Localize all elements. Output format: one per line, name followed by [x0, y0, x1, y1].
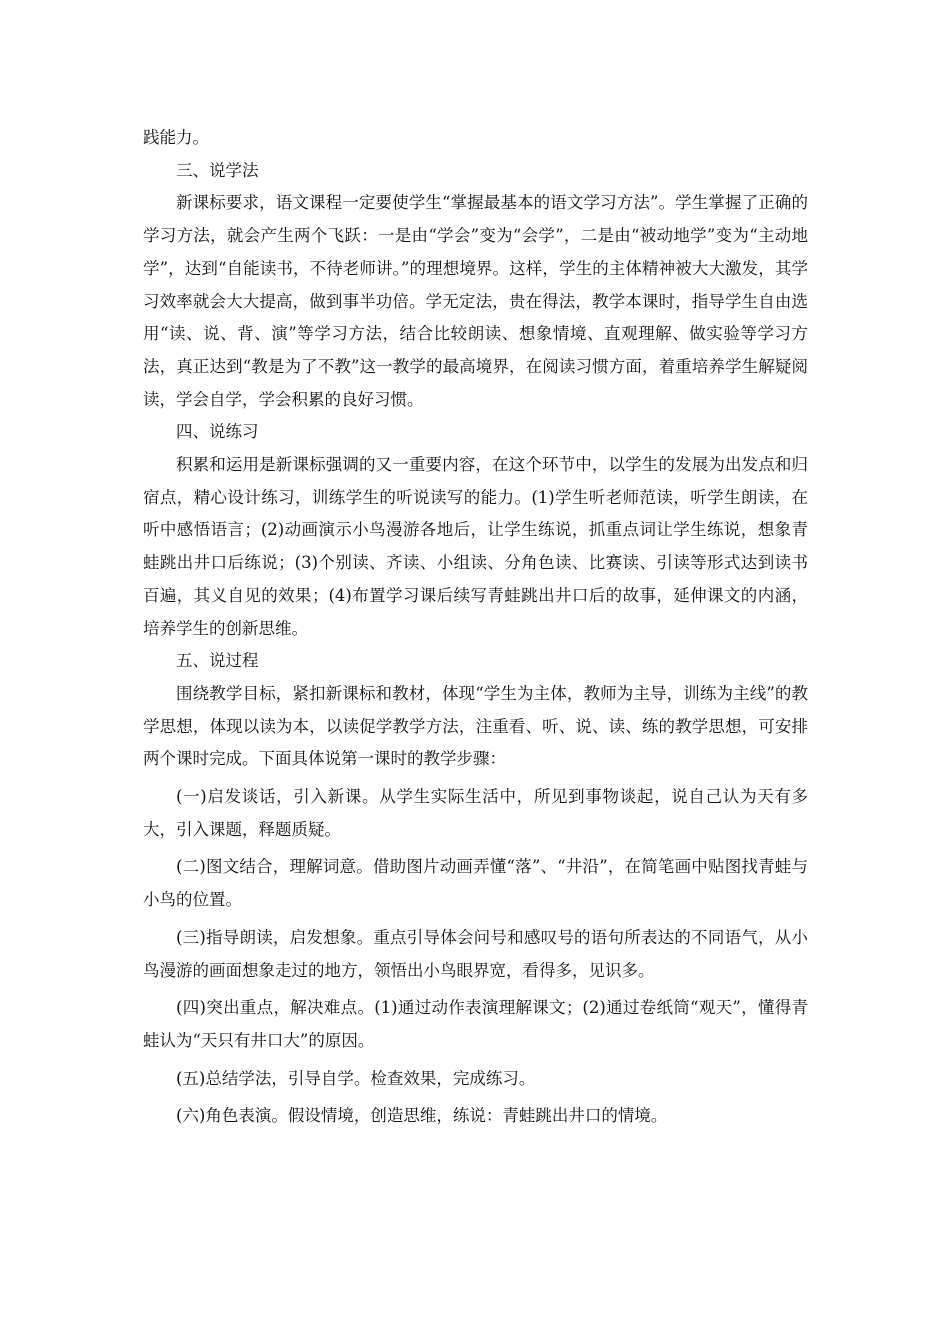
paragraph-continuation: 践能力。: [143, 128, 209, 147]
step-3: (三)指导朗读，启发想象。重点引导体会问号和感叹号的语句所表达的不同语气，从小鸟漫游的画面想象走过的地方，领悟出小鸟眼界宽，看得多，见识多。: [143, 927, 808, 980]
section-heading-learning-method: 三、说学法: [176, 160, 259, 180]
paragraph-process: 围绕教学目标，紧扣新课标和教材，体现“学生为主体，教师为主导，训练为主线”的教学思想，体现以读为本，以读促学教学方法，注重看、听、说、读、练的教学思想，可安排两个课时完成。下面具体说第一课时的教学步骤：: [143, 683, 808, 769]
paragraph-learning-method: 新课标要求，语文课程一定要使学生“掌握最基本的语文学习方法”。学生掌握了正确的学习方法，就会产生两个飞跃：一是由“学会”变为“会学”，二是由“被动地学”变为“主动地学”，达到“自能读书，不待老师讲。”的理想境界。这样，学生的主体精神被大大激发，其学习效率就会大大提高，做到事半功倍。学无定法，贵在得法，教学本课时，指导学生自由选用“读、说、背、演”等学习方法，结合比较朗读、想象情境、直观理解、做实验等学习方法，真正达到“教是为了不教”这一教学的最高境界，在阅读习惯方面，着重培养学生解疑阅读，学会自学，学会积累的良好习惯。: [143, 193, 808, 409]
step-5: (五)总结学法，引导自学。检查效果，完成练习。: [176, 1068, 536, 1088]
section-heading-process: 五、说过程: [176, 651, 259, 671]
step-1: (一)启发谈话，引入新课。从学生实际生活中，所见到事物谈起，说自己认为天有多大，引入课题，释题质疑。: [143, 787, 808, 839]
section-heading-practice: 四、说练习: [176, 422, 259, 442]
document-body: [143, 122, 808, 1133]
step-2: (二)图文结合，理解词意。借助图片动画弄懂“落”、“井沿”，在简笔画中贴图找青蛙与小鸟的位置。: [143, 857, 808, 910]
step-6: (六)角色表演。假设情境，创造思维，练说：青蛙跳出井口的情境。: [176, 1106, 668, 1126]
step-4: (四)突出重点，解决难点。(1)通过动作表演理解课文；(2)通过卷纸筒“观天”，懂得青蛙认为“天只有井口大”的原因。: [143, 998, 808, 1050]
paragraph-practice: 积累和运用是新课标强调的又一重要内容，在这个环节中，以学生的发展为出发点和归宿点，精心设计练习，训练学生的听说读写的能力。(1)学生听老师范读，听学生朗读，在听中感悟语言；(2)动画演示小鸟漫游各地后，让学生练说，抓重点词让学生练说，想象青蛙跳出井口后练说；(3)个别读、齐读、小组读、分角色读、比赛读、引读等形式达到读书百遍，其义自见的效果；(4)布置学习课后续写青蛙跳出井口后的故事，延伸课文的内涵，培养学生的创新思维。: [143, 455, 808, 638]
